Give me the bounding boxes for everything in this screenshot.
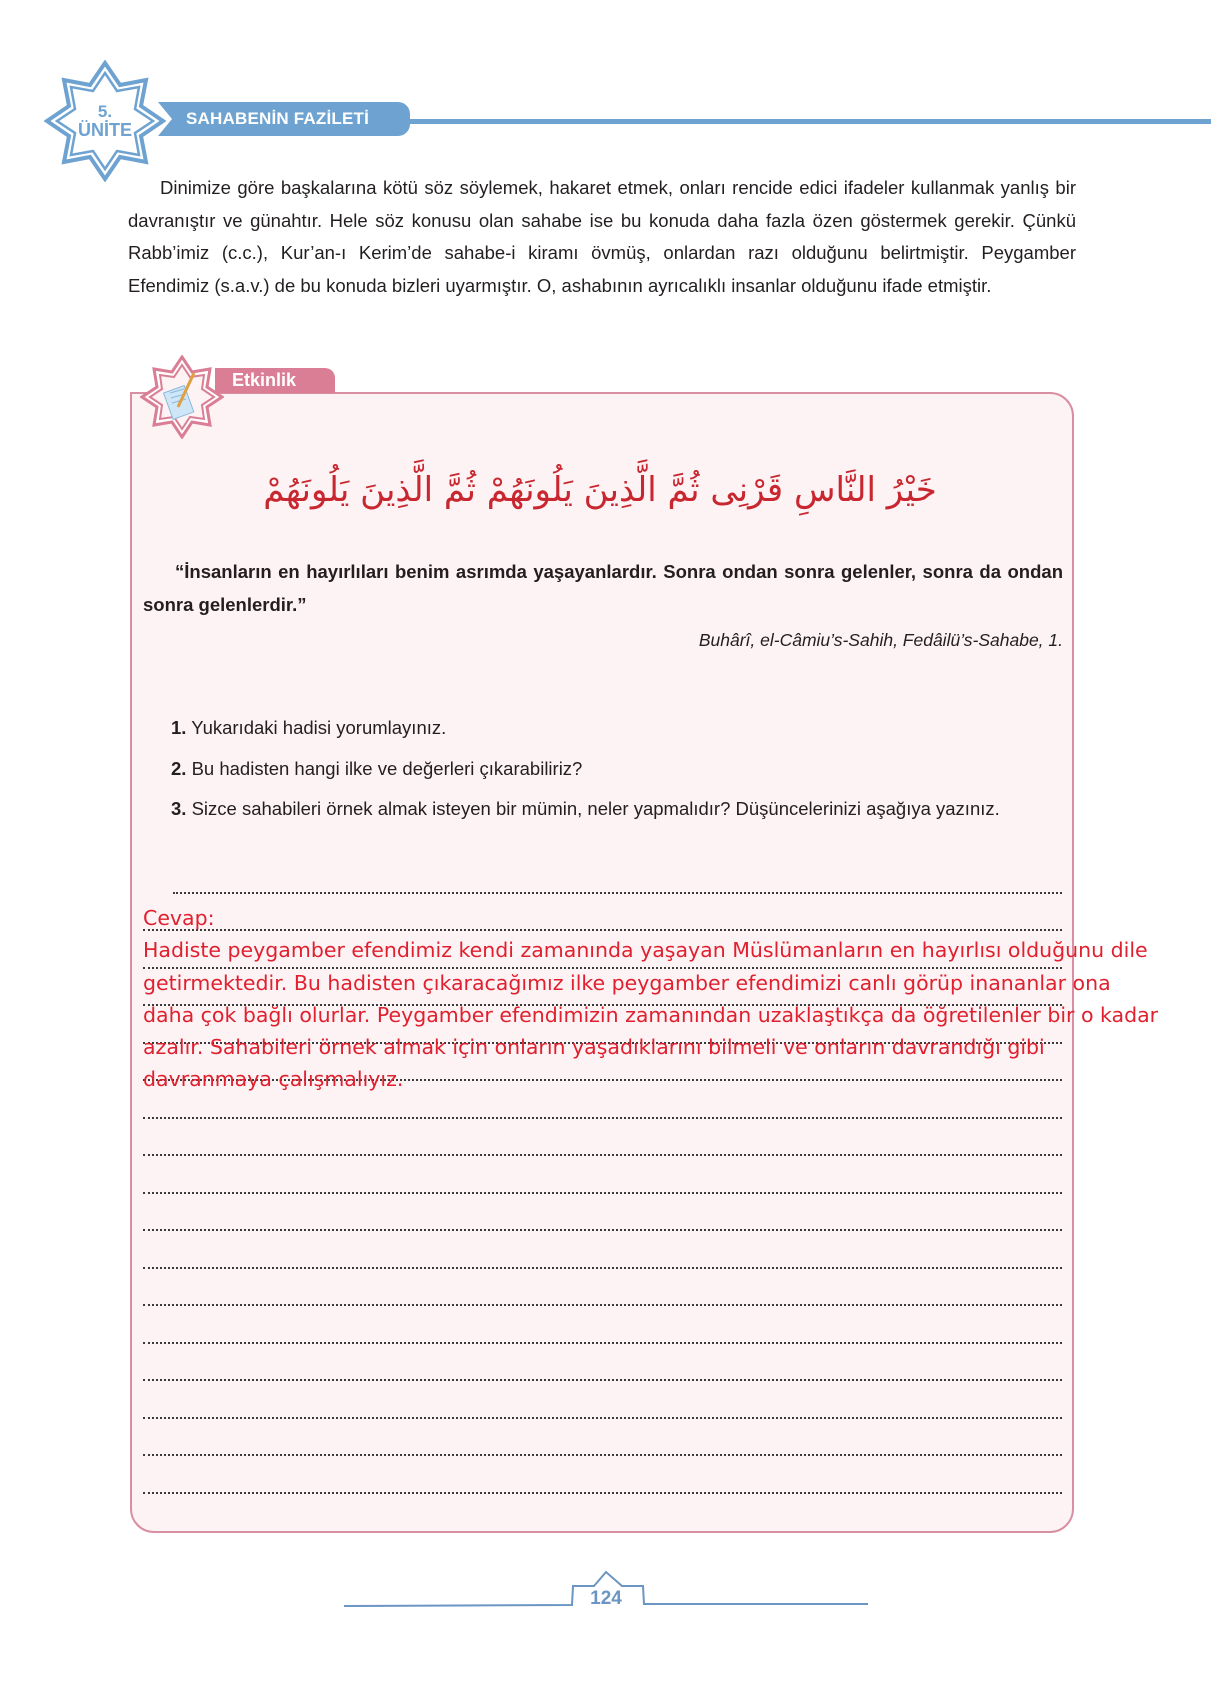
answer-line: daha çok bağlı olurlar. Peygamber efendimizin zamanından uzaklaştıkça da öğretilenler bir o kadar [143, 1002, 1159, 1027]
answer-line: azalır. Sahabileri örnek almak için onların yaşadıklarını bilmeli ve onların davrandığı gibi [143, 1035, 1045, 1060]
writing-line[interactable] [143, 1192, 1062, 1194]
question-item [143, 753, 1063, 786]
header-rule [400, 119, 1211, 124]
writing-line[interactable] [143, 1267, 1062, 1269]
writing-line[interactable] [143, 1117, 1062, 1119]
hadith-quote-block [143, 556, 1063, 621]
question-text: Bu hadisten hangi ilke ve değerleri çıkarabiliriz? [191, 757, 583, 779]
hadith-arabic-text: خَيْرُ النَّاسِ قَرْنِى ثُمَّ الَّذِينَ يَلُونَهُمْ ثُمَّ الَّذِينَ يَلُونَهُمْ [263, 470, 937, 510]
question-number: 1. [171, 717, 187, 738]
unit-number: 5. [97, 102, 113, 121]
unit-badge [44, 60, 166, 182]
writing-line[interactable] [143, 1342, 1062, 1344]
question-text: Sizce sahabileri örnek almak isteyen bir mümin, neler yapmalıdır? Düşüncelerinizi aşağıya yazınız. [191, 798, 1000, 819]
writing-line[interactable] [143, 1454, 1062, 1456]
section-title: SAHABENİN FAZİLETİ [186, 109, 370, 128]
question-list [143, 712, 1063, 834]
unit-label: ÜNİTE [78, 120, 132, 140]
writing-line[interactable] [143, 1154, 1062, 1156]
question-item [143, 793, 1063, 826]
question-number: 3. [171, 798, 187, 819]
hadith-source: Buhârî, el-Câmiu’s-Sahih, Fedâilü’s-Sahabe, 1. [698, 630, 1063, 650]
question-item [143, 712, 1063, 745]
writing-line[interactable] [143, 1417, 1062, 1419]
pen-and-paper-icon [140, 355, 224, 439]
writing-line[interactable] [143, 1229, 1062, 1231]
answer-line: davranmaya çalışmalıyız. [143, 1067, 404, 1092]
answer-line: getirmektedir. Bu hadisten çıkaracağımız ilke peygamber efendimizi canlı görüp inananlar ona [143, 970, 1111, 995]
question-number: 2. [171, 757, 187, 779]
writing-line[interactable] [143, 1379, 1062, 1381]
hadith-quote: “İnsanların en hayırlıları benim asrımda yaşayanlardır. Sonra ondan sonra gelenler, sonra da ondan sonra gelenlerdir.” [143, 561, 1063, 615]
answer-line: Hadiste peygamber efendimiz kendi zamanında yaşayan Müslümanların en hayırlısı olduğunu dile [143, 938, 1148, 963]
question-text: Yukarıdaki hadisi yorumlayınız. [191, 717, 447, 738]
activity-tab-label: Etkinlik [232, 370, 297, 390]
page-number: 124 [590, 1588, 622, 1609]
intro-paragraph: Dinimize göre başkalarına kötü söz söylemek, hakaret etmek, onları rencide edici ifadeler kullanmak yanlış bir davranıştır ve günahtır. Hele söz konusu olan sahabe ise bu konuda daha fazla özen göstermek gerekir. Çünkü Rabb’imiz (c.c.), Kur’an-ı Kerim’de sahabe-i kiramı övmüş, onlardan razı olduğunu belirtmiştir. Peygamber Efendimiz (s.a.v.) de bu konuda bizleri uyarmıştır. O, ashabının ayrıcalıklı insanlar olduğunu ifade etmiştir. [128, 177, 1076, 296]
answer-text-block [143, 902, 1211, 1096]
answer-label: Cevap: [143, 906, 215, 930]
writing-line[interactable] [143, 1492, 1062, 1494]
writing-line[interactable] [143, 1304, 1062, 1306]
intro-paragraph-block [128, 172, 1076, 302]
writing-line[interactable] [173, 892, 1062, 894]
